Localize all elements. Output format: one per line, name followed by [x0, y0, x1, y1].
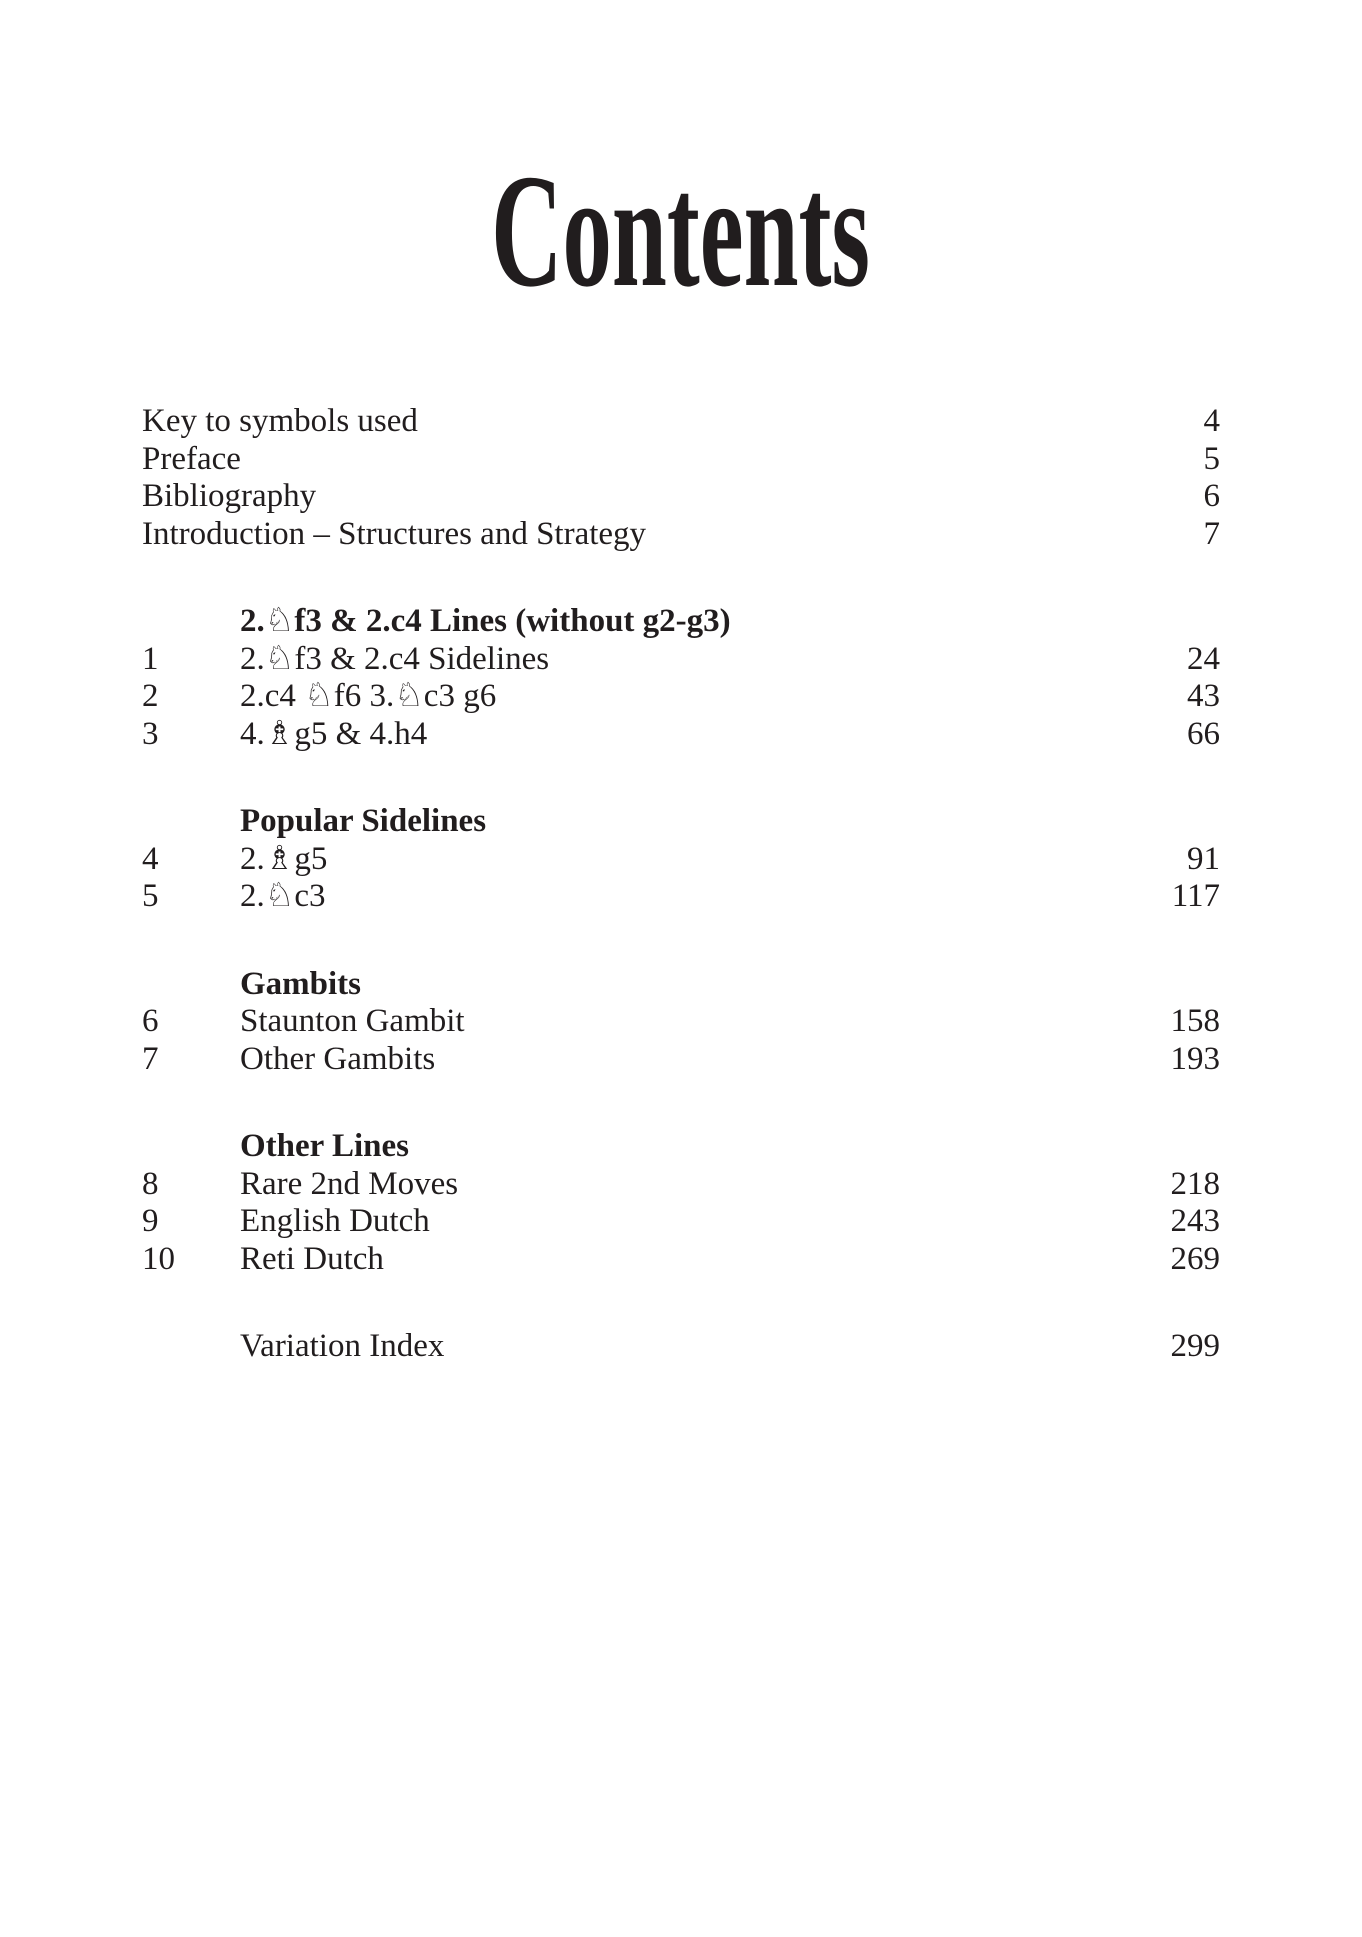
page-number: 66: [1187, 715, 1220, 752]
toc-row-front-matter: [142, 478, 1220, 516]
page-number: 91: [1187, 840, 1220, 877]
toc-row-front-matter: [142, 403, 1220, 441]
entry-label: Bibliography: [142, 478, 317, 514]
chapter-title: Staunton Gambit: [240, 1003, 465, 1039]
section-header-label: Popular Sidelines: [240, 803, 487, 839]
chapter-title: 4.♗g5 & 4.h4: [240, 715, 428, 752]
section-header: [142, 1128, 1220, 1166]
chapter-number: 2: [142, 678, 159, 714]
page-number: 4: [1203, 403, 1220, 439]
page-number: 5: [1203, 440, 1220, 477]
page-number: 158: [1170, 1003, 1220, 1039]
chapter-number: 6: [142, 1003, 159, 1039]
toc-row-chapter: [142, 1166, 1220, 1204]
section-header: [142, 603, 1220, 641]
chapter-title: Other Gambits: [240, 1040, 436, 1077]
chapter-number: 1: [142, 640, 159, 677]
toc-row-front-matter: [142, 516, 1220, 554]
chapter-title: Rare 2nd Moves: [240, 1165, 459, 1202]
entry-label: Introduction – Structures and Strategy: [142, 515, 647, 552]
toc-row-front-matter: [142, 441, 1220, 479]
section-header: [142, 803, 1220, 841]
chapter-number: 3: [142, 715, 159, 752]
chapter-number: 5: [142, 878, 159, 914]
toc-row-chapter: [142, 716, 1220, 754]
chapter-title: 2.♘c3: [240, 878, 326, 914]
toc-row-chapter: [142, 841, 1220, 879]
page-number: 218: [1170, 1165, 1220, 1202]
chapter-number: 8: [142, 1165, 159, 1202]
chapter-title: 2.♘f3 & 2.c4 Sidelines: [240, 640, 550, 677]
toc-row-chapter: [142, 1041, 1220, 1079]
entry-label: Variation Index: [240, 1328, 445, 1364]
section-header: [142, 966, 1220, 1004]
chapter-number: 4: [142, 840, 159, 877]
chapter-title: 2.♗g5: [240, 840, 328, 877]
page-number: 7: [1203, 515, 1220, 552]
chapter-number: 9: [142, 1203, 159, 1239]
section-header-label: Other Lines: [240, 1128, 409, 1164]
entry-label: Key to symbols used: [142, 403, 418, 439]
page-number: 24: [1187, 640, 1220, 677]
chapter-title: Reti Dutch: [240, 1240, 384, 1277]
toc-row-chapter: [142, 1203, 1220, 1241]
page-number: 6: [1203, 478, 1220, 514]
page-number: 243: [1170, 1203, 1220, 1239]
toc-row-variation-index: [142, 1328, 1220, 1366]
toc-row-chapter: [142, 1003, 1220, 1041]
entry-label: Preface: [142, 440, 241, 477]
toc-row-chapter: [142, 678, 1220, 716]
page-number: 269: [1170, 1240, 1220, 1277]
chapter-title: 2.c4 ♘f6 3.♘c3 g6: [240, 678, 497, 714]
page-title-text: Contents: [491, 142, 871, 321]
toc-row-chapter: [142, 878, 1220, 916]
chapter-number: 10: [142, 1240, 175, 1277]
toc-row-chapter: [142, 641, 1220, 679]
chapter-number: 7: [142, 1040, 159, 1077]
toc-row-chapter: [142, 1241, 1220, 1279]
page-number: 193: [1170, 1040, 1220, 1077]
page-number: 117: [1171, 878, 1220, 914]
page-title: [0, 142, 1362, 321]
section-header-label: Gambits: [240, 965, 362, 1002]
page-number: 43: [1187, 678, 1220, 714]
chapter-title: English Dutch: [240, 1203, 430, 1239]
table-of-contents: [142, 403, 1220, 1366]
page-number: 299: [1170, 1328, 1220, 1364]
section-header-label: 2.♘f3 & 2.c4 Lines (without g2-g3): [240, 603, 731, 639]
